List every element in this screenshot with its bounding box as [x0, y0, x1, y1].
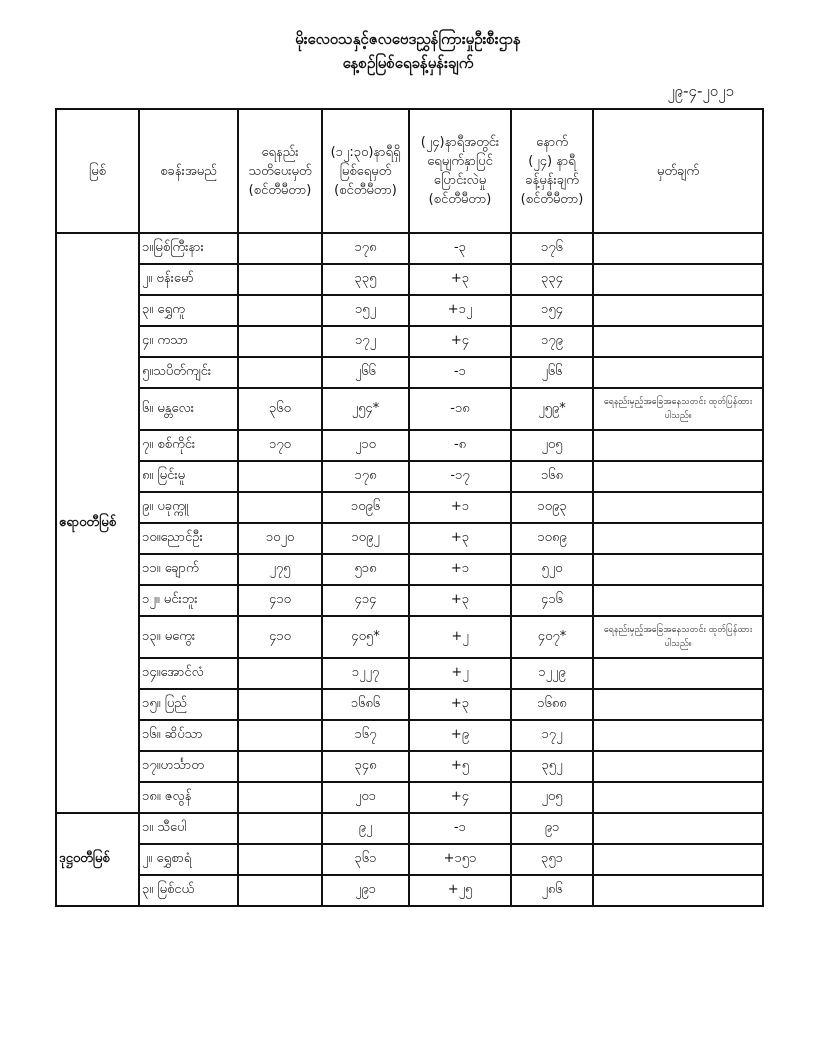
cell-change: -၁: [409, 357, 511, 388]
table-row: [56, 658, 763, 689]
cell-warn: [238, 326, 322, 357]
column-header-line: စခန်းအမည်: [160, 163, 217, 179]
cell-level: ၂၀၁: [322, 782, 409, 813]
cell-remark: [593, 782, 763, 813]
cell-change: -၃: [409, 233, 511, 264]
column-header-line: (၁၂:၃၀)နာရီရှိ: [330, 144, 401, 160]
cell-warn: ၂၇၅: [238, 554, 322, 585]
cell-remark: ရေနည်းမှည့်အခြေအနေသတင်း ထုတ်ပြန်ထားပါသည်။: [593, 388, 763, 430]
table-row: [56, 875, 763, 906]
cell-station: ၁၈။ ဇလွန်: [139, 782, 238, 813]
cell-station: ၃။ ရွှေကူ: [139, 295, 238, 326]
table-row: [56, 523, 763, 554]
cell-warn: ၁၇၀: [238, 430, 322, 461]
cell-level: ၁၂၂၇: [322, 658, 409, 689]
column-header-line: မြစ်ရေမှတ်: [339, 163, 392, 179]
column-header-line: သတိပေးမှတ်: [248, 163, 312, 179]
cell-change: +၂၅: [409, 875, 511, 906]
cell-change: -၁၈: [409, 388, 511, 430]
cell-level: ၁၆၈၆: [322, 689, 409, 720]
cell-change: +၁: [409, 492, 511, 523]
cell-remark: [593, 554, 763, 585]
table-row: [56, 720, 763, 751]
cell-warn: [238, 264, 322, 295]
cell-station: ၃။ မြစ်ငယ်: [139, 875, 238, 906]
cell-change: +၄: [409, 782, 511, 813]
column-header: [511, 109, 593, 233]
table-row: [56, 492, 763, 523]
table-row: [56, 782, 763, 813]
cell-forecast: ၂၈၆: [511, 875, 593, 906]
table-row: [56, 264, 763, 295]
cell-warn: [238, 357, 322, 388]
cell-change: -၁: [409, 813, 511, 844]
table-row: [56, 585, 763, 616]
column-header-line: (စင်တီမီတာ): [520, 192, 584, 207]
cell-change: +၂: [409, 658, 511, 689]
cell-station: ၁၆။ ဆိပ်သာ: [139, 720, 238, 751]
cell-remark: [593, 492, 763, 523]
table-row: [56, 461, 763, 492]
cell-station: ၁၃။ မကွေး: [139, 616, 238, 658]
cell-warn: [238, 461, 322, 492]
cell-forecast: ၁၆၈: [511, 461, 593, 492]
cell-level: ၃၃၅: [322, 264, 409, 295]
cell-remark: [593, 720, 763, 751]
cell-change: +၁: [409, 554, 511, 585]
cell-station: ၁။ သီပေါ: [139, 813, 238, 844]
cell-station: ၁၄။အောင်လံ: [139, 658, 238, 689]
cell-change: +၅: [409, 751, 511, 782]
cell-warn: ၄၁၀: [238, 585, 322, 616]
column-header: [238, 109, 322, 233]
page-title: မိုးလေဝသနှင့်ဇလဗေဒညွှန်ကြားမှုဦးစီးဌာန: [295, 30, 521, 48]
cell-change: +၂: [409, 616, 511, 658]
column-header-line: မြစ်: [89, 163, 106, 179]
column-header: [322, 109, 409, 233]
column-header: [409, 109, 511, 233]
cell-forecast: ၁၇၉: [511, 326, 593, 357]
cell-level: ၉၂: [322, 813, 409, 844]
cell-change: +၃: [409, 264, 511, 295]
river-name: ဧရာဝတီမြစ်: [56, 233, 139, 813]
cell-warn: [238, 492, 322, 523]
cell-remark: [593, 357, 763, 388]
cell-forecast: ၃၅၂: [511, 751, 593, 782]
cell-forecast: ၃၅၁: [511, 844, 593, 875]
cell-level: ၂၉၁: [322, 875, 409, 906]
cell-forecast: ၁၇၂: [511, 720, 593, 751]
cell-warn: [238, 658, 322, 689]
cell-station: ၈။ မြင်းမူ: [139, 461, 238, 492]
cell-level: ၅၁၈: [322, 554, 409, 585]
cell-remark: [593, 326, 763, 357]
table-row: [56, 357, 763, 388]
cell-remark: [593, 585, 763, 616]
table-row: [56, 554, 763, 585]
cell-level: ၁၅၂: [322, 295, 409, 326]
cell-remark: [593, 461, 763, 492]
cell-change: +၁၂: [409, 295, 511, 326]
cell-change: -၈: [409, 430, 511, 461]
cell-change: +၉: [409, 720, 511, 751]
cell-remark: [593, 875, 763, 906]
page-subtitle: နေ့စဉ်မြစ်ရေခန့်မှန်းချက်: [342, 54, 474, 72]
table-row: [56, 233, 763, 264]
column-header-line: ခန့်မှန်းချက်: [525, 173, 579, 188]
cell-station: ၉။ ပခုက္ကူ: [139, 492, 238, 523]
column-header: [139, 109, 238, 233]
column-header-line: နောက်: [536, 135, 568, 150]
table-row: [56, 388, 763, 430]
cell-level: ၄၁၄: [322, 585, 409, 616]
cell-forecast: ၁၇၆: [511, 233, 593, 264]
column-header-line: ရေမျက်နှာပြင်: [427, 154, 493, 169]
column-header-line: ပြောင်းလဲမှု: [433, 173, 487, 188]
column-header-line: (စင်တီမီတာ): [248, 182, 312, 198]
cell-station: ၁၂။ မင်းဘူး: [139, 585, 238, 616]
cell-level: ၁၀၉၂: [322, 523, 409, 554]
cell-forecast: ၁၀၉၃: [511, 492, 593, 523]
cell-station: ၁၅။ ပြည်: [139, 689, 238, 720]
table-row: [56, 689, 763, 720]
column-header-line: (စင်တီမီတာ): [428, 192, 492, 207]
cell-level: ၂၁၀: [322, 430, 409, 461]
column-header-line: (၂၄) နာရီ: [528, 154, 576, 169]
header-row: [56, 109, 763, 233]
cell-warn: ၄၁၀: [238, 616, 322, 658]
cell-forecast: ၁၀၈၉: [511, 523, 593, 554]
cell-warn: ၁၀၂၀: [238, 523, 322, 554]
table-row: [56, 844, 763, 875]
table-body: [56, 233, 763, 906]
cell-warn: [238, 844, 322, 875]
cell-warn: [238, 875, 322, 906]
cell-level: ၁၇၈: [322, 233, 409, 264]
cell-change: +၁၅၁: [409, 844, 511, 875]
cell-level: ၃၄၈: [322, 751, 409, 782]
river-name: ဒုဋ္ဌဝတီမြစ်: [56, 813, 139, 906]
cell-warn: [238, 782, 322, 813]
table-row: [56, 326, 763, 357]
column-header: [593, 109, 763, 233]
cell-forecast: ၃၃၄: [511, 264, 593, 295]
cell-remark: [593, 523, 763, 554]
cell-warn: [238, 689, 322, 720]
cell-station: ၅။သပိတ်ကျင်း: [139, 357, 238, 388]
cell-remark: [593, 813, 763, 844]
table-row: [56, 751, 763, 782]
cell-change: +၃: [409, 689, 511, 720]
table-row: [56, 616, 763, 658]
report-date: ၂၉-၄-၂၀၂၁: [667, 82, 734, 100]
column-header-line: (၂၄)နာရီအတွင်း: [420, 135, 500, 150]
cell-forecast: ၄၀၇*: [511, 616, 593, 658]
cell-forecast: ၁၆၈၈: [511, 689, 593, 720]
cell-remark: [593, 689, 763, 720]
cell-forecast: ၁၂၂၉: [511, 658, 593, 689]
cell-level: ၂၅၄*: [322, 388, 409, 430]
cell-forecast: ၉၁: [511, 813, 593, 844]
cell-warn: [238, 233, 322, 264]
cell-level: ၁၇၂: [322, 326, 409, 357]
cell-level: ၄၀၅*: [322, 616, 409, 658]
cell-change: +၃: [409, 585, 511, 616]
cell-change: +၄: [409, 326, 511, 357]
cell-station: ၁၇။ဟင်္သာတ: [139, 751, 238, 782]
column-header-line: ရေနည်း: [261, 144, 299, 160]
cell-station: ၇။ စစ်ကိုင်း: [139, 430, 238, 461]
cell-forecast: ၅၂၀: [511, 554, 593, 585]
cell-forecast: ၂၆၆: [511, 357, 593, 388]
cell-forecast: ၂၀၅: [511, 430, 593, 461]
table-row: [56, 430, 763, 461]
column-header-line: (စင်တီမီတာ): [334, 182, 397, 198]
cell-level: ၁၇၈: [322, 461, 409, 492]
cell-level: ၁၆၇: [322, 720, 409, 751]
cell-station: ၁၀။ညောင်ဦး: [139, 523, 238, 554]
cell-remark: [593, 233, 763, 264]
cell-forecast: ၄၁၆: [511, 585, 593, 616]
cell-remark: [593, 658, 763, 689]
cell-station: ၆။ မန္တလေး: [139, 388, 238, 430]
cell-level: ၁၀၉၆: [322, 492, 409, 523]
cell-remark: [593, 751, 763, 782]
cell-warn: ၃၆၀: [238, 388, 322, 430]
column-header: [56, 109, 139, 233]
cell-level: ၃၆၁: [322, 844, 409, 875]
cell-station: ၁။မြစ်ကြီးနား: [139, 233, 238, 264]
forecast-table: [55, 108, 764, 907]
cell-warn: [238, 720, 322, 751]
cell-station: ၄။ ကသာ: [139, 326, 238, 357]
cell-warn: [238, 813, 322, 844]
cell-forecast: ၁၅၄: [511, 295, 593, 326]
cell-warn: [238, 751, 322, 782]
cell-station: ၂။ ဗန်းမော်: [139, 264, 238, 295]
cell-change: -၁၇: [409, 461, 511, 492]
cell-remark: [593, 264, 763, 295]
cell-forecast: ၂၀၅: [511, 782, 593, 813]
cell-remark: ရေနည်းမှည့်အခြေအနေသတင်း ထုတ်ပြန်ထားပါသည်။: [593, 616, 763, 658]
cell-warn: [238, 295, 322, 326]
table-row: [56, 295, 763, 326]
column-header-line: မှတ်ချက်: [656, 163, 700, 179]
cell-remark: [593, 430, 763, 461]
cell-change: +၃: [409, 523, 511, 554]
table-row: [56, 813, 763, 844]
cell-forecast: ၂၅၉*: [511, 388, 593, 430]
cell-level: ၂၆၆: [322, 357, 409, 388]
cell-station: ၂။ ရွှေစာရံ: [139, 844, 238, 875]
cell-remark: [593, 844, 763, 875]
cell-remark: [593, 295, 763, 326]
cell-station: ၁၁။ ချောက်: [139, 554, 238, 585]
